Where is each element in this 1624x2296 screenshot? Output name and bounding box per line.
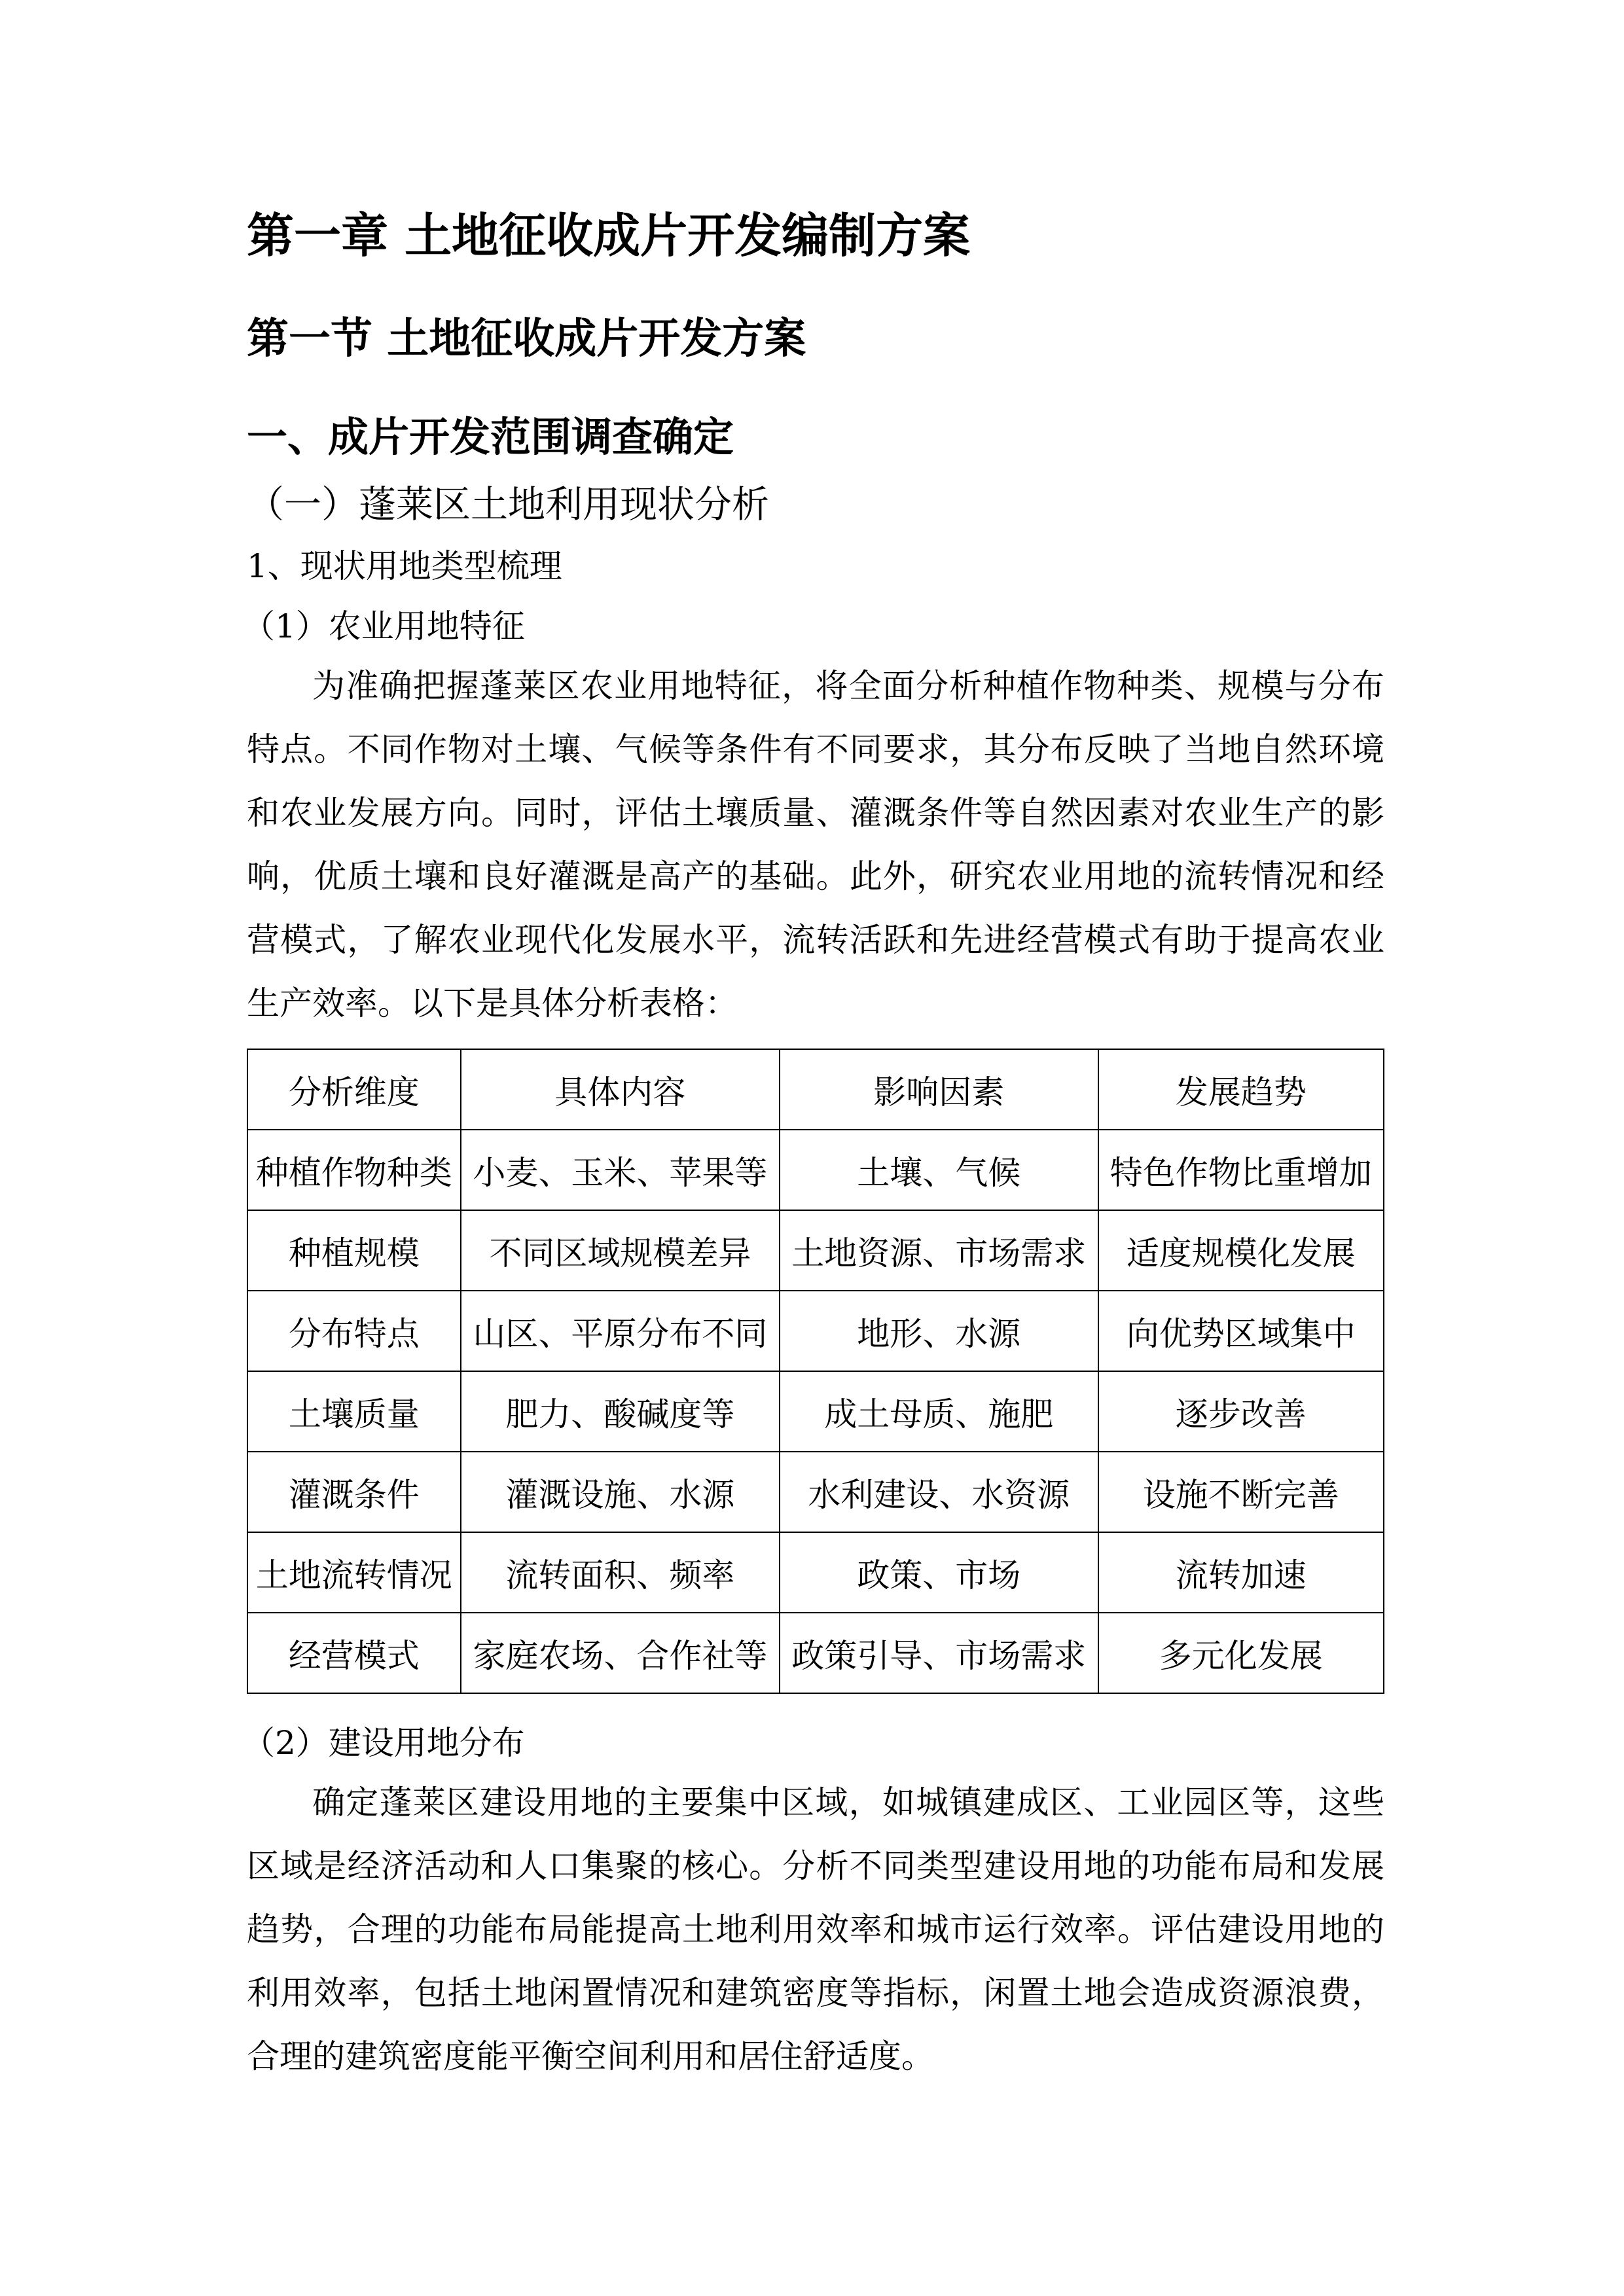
construction-paragraph: 确定蓬莱区建设用地的主要集中区域，如城镇建成区、工业园区等，这些区域是经济活动和人口集聚的核心。分析不同类型建设用地的功能布局和发展趋势，合理的功能布局能提高土地利用效率和城市运行效率。评估建设用地的利用效率，包括土地闲置情况和建筑密度等指标，闲置土地会造成资源浪费，合理的建筑密度能平衡空间利用和居住舒适度。 [247, 1784, 1384, 2075]
table-cell: 家庭农场、合作社等 [461, 1613, 780, 1693]
item-title: 1、现状用地类型梳理 [247, 547, 562, 585]
table-cell: 向优势区域集中 [1098, 1291, 1384, 1371]
table-cell: 地形、水源 [780, 1291, 1098, 1371]
agri-heading: （1）农业用地特征 [242, 607, 525, 645]
table-cell: 逐步改善 [1098, 1371, 1384, 1452]
table-header: 分析维度 [247, 1049, 461, 1130]
construction-heading: （2）建设用地分布 [242, 1724, 525, 1762]
analysis-table [247, 1049, 1384, 1694]
table-cell: 土壤、气候 [780, 1130, 1098, 1210]
table-row [247, 1452, 1384, 1532]
table-cell: 分布特点 [247, 1291, 461, 1371]
table-header: 具体内容 [461, 1049, 780, 1130]
sub-subsection-title: （一）蓬莱区土地利用现状分析 [247, 483, 769, 526]
table-cell: 多元化发展 [1098, 1613, 1384, 1693]
table-header: 影响因素 [780, 1049, 1098, 1130]
subsection-title: 一、成片开发范围调查确定 [247, 413, 734, 461]
table-cell: 经营模式 [247, 1613, 461, 1693]
chapter-title: 第一章 土地征收成片开发编制方案 [247, 207, 971, 263]
table-row [247, 1291, 1384, 1371]
table-row [247, 1613, 1384, 1693]
agri-paragraph: 为准确把握蓬莱区农业用地特征，将全面分析种植作物种类、规模与分布特点。不同作物对土壤、气候等条件有不同要求，其分布反映了当地自然环境和农业发展方向。同时，评估土壤质量、灌溉条件等自然因素对农业生产的影响，优质土壤和良好灌溉是高产的基础。此外，研究农业用地的流转情况和经营模式，了解农业现代化发展水平，流转活跃和先进经营模式有助于提高农业生产效率。以下是具体分析表格： [247, 667, 1384, 1022]
table-cell: 流转面积、频率 [461, 1532, 780, 1613]
table-cell: 适度规模化发展 [1098, 1210, 1384, 1291]
table-cell: 小麦、玉米、苹果等 [461, 1130, 780, 1210]
table-cell: 土壤质量 [247, 1371, 461, 1452]
table-cell: 成土母质、施肥 [780, 1371, 1098, 1452]
table-cell: 特色作物比重增加 [1098, 1130, 1384, 1210]
table-header-row [247, 1049, 1384, 1130]
table-cell: 种植作物种类 [247, 1130, 461, 1210]
table-cell: 山区、平原分布不同 [461, 1291, 780, 1371]
table-row [247, 1371, 1384, 1452]
table-cell: 不同区域规模差异 [461, 1210, 780, 1291]
table-cell: 设施不断完善 [1098, 1452, 1384, 1532]
table-cell: 流转加速 [1098, 1532, 1384, 1613]
table-cell: 政策引导、市场需求 [780, 1613, 1098, 1693]
table-cell: 肥力、酸碱度等 [461, 1371, 780, 1452]
table-cell: 灌溉条件 [247, 1452, 461, 1532]
table-cell: 灌溉设施、水源 [461, 1452, 780, 1532]
table-cell: 土地流转情况 [247, 1532, 461, 1613]
table-cell: 种植规模 [247, 1210, 461, 1291]
table-cell: 水利建设、水资源 [780, 1452, 1098, 1532]
section-title: 第一节 土地征收成片开发方案 [247, 314, 806, 363]
table-row [247, 1210, 1384, 1291]
table-cell: 土地资源、市场需求 [780, 1210, 1098, 1291]
table-row [247, 1130, 1384, 1210]
table-cell: 政策、市场 [780, 1532, 1098, 1613]
table-header: 发展趋势 [1098, 1049, 1384, 1130]
table-row [247, 1532, 1384, 1613]
